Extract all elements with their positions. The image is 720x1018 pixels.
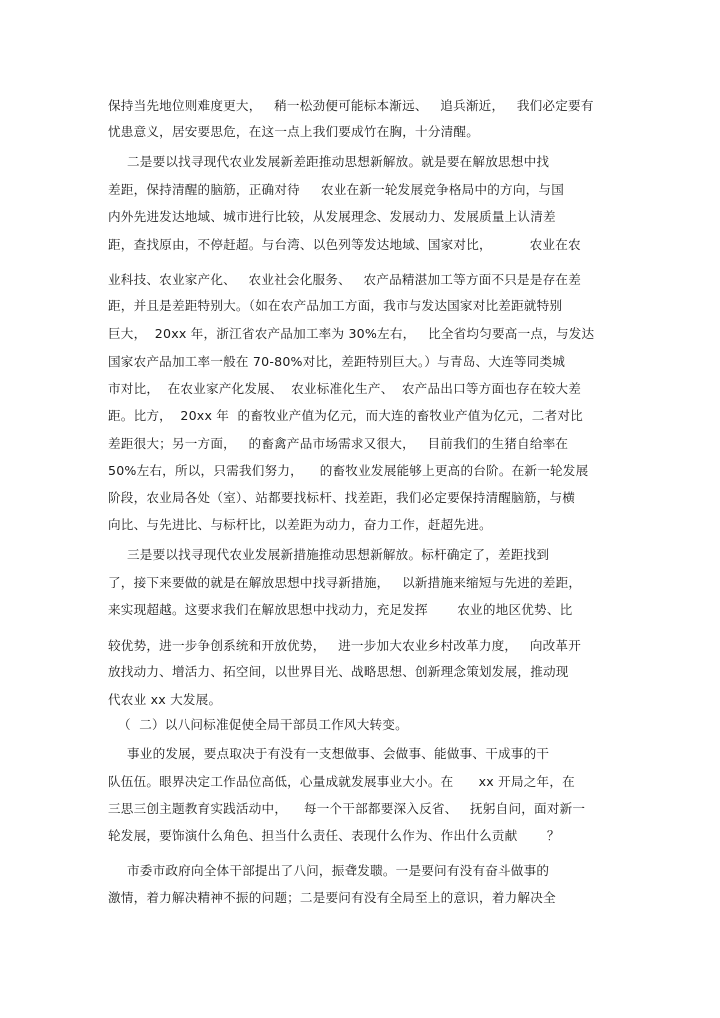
text-line: 差距很大；另一方面， 的畜禽产品市场需求又很大， 目前我们的生猪自给率在 (108, 436, 569, 451)
text-line: 了，接下来要做的就是在解放思想中找寻新措施， 以新措施来缩短与先进的差距， (108, 575, 582, 590)
text-line: 业科技、农业家产化、 农业社会化服务、 农产品精湛加工等方面不只是是存在差 (108, 272, 582, 287)
text-line: 距。比方， 20xx 年 的畜牧业产值为亿元，而大连的畜牧业产值为亿元，二者对比 (108, 408, 583, 423)
text-line: 保持当先地位则难度更大， 稍一松劲便可能标本渐远、 追兵渐近， 我们必定要有 (108, 98, 594, 113)
text-line: 差距，保持清醒的脑筋，正确对待 农业在新一轮发展竞争格局中的方向，与国 (108, 182, 565, 197)
text-line: 放找动力、增活力、拓空间，以世界目光、战略思想、创新理念策划发展，推动现 (108, 664, 569, 679)
text-line: 事业的发展，要点取决于有没有一支想做事、会做事、能做事、干成事的干 (127, 746, 550, 761)
text-line: 距，查找原由，不停赶超。与台湾、以色列等发达地域、国家对比， 农业在农 (108, 237, 581, 252)
text-line: 国家农产品加工率一般在 70-80%对比，差距特别巨大。）与青岛、大连等同类城 (108, 354, 566, 369)
text-line: 距，并且是差距特别大。（如在农产品加工方面，我市与发达国家对比差距就特别 (108, 298, 563, 313)
text-line: 来实现超越。这要求我们在解放思想中找动力，充足发挥 农业的地区优势、比 (108, 602, 573, 617)
text-line: 激情，着力解决精神不振的问题；二是要问有没有全局至上的意识，着力解决全 (108, 890, 556, 905)
text-line: 市对比， 在农业家产化发展、 农业标准化生产、 农产品出口等方面也存在较大差 (108, 381, 582, 396)
text-line: 代农业 xx 大发展。 (108, 692, 222, 707)
text-line: 50%左右，所以，只需我们努力， 的畜牧业发展能够上更高的台阶。在新一轮发展 (108, 463, 589, 478)
text-line: 内外先进发达地域、城市进行比较，从发展理念、发展动力、发展质量上认清差 (108, 209, 556, 224)
text-line: （ 二）以八问标准促使全局干部员工作风大转变。 (118, 717, 408, 732)
text-line: 二是要以找寻现代农业发展新差距推动思想新解放。就是要在解放思想中找 (127, 154, 550, 169)
text-line: 忧患意义，居安要思危，在这一点上我们要成竹在胸，十分清醒。 (108, 124, 480, 139)
text-line: 队伍伍。眼界决定工作品位高低，心量成就发展事业大小。在 xx 开局之年，在 (108, 774, 575, 789)
text-line: 较优势，进一步争创系统和开放优势， 进一步加大农业乡村改革力度， 向改革开 (108, 638, 582, 653)
text-line: 市委市政府向全体干部提出了八问，振聋发聩。一是要问有没有奋斗做事的 (127, 863, 550, 878)
text-line: 轮发展，要饰演什么角色、担当什么责任、表现什么作为、作出什么贡献 ？ (108, 828, 560, 843)
text-line: 三是要以找寻现代农业发展新措施推动思想新解放。标杆确定了，差距找到 (127, 547, 550, 562)
text-line: 阶段，农业局各处（室）、站都要找标杆、找差距，我们必定要保持清醒脑筋，与横 (108, 490, 576, 505)
text-line: 向比、与先进比、与标杆比，以差距为动力，奋力工作，赶超先进。 (108, 517, 492, 532)
text-line: 三思三创主题教育实践活动中， 每一个干部都要深入反省、 抚躬自问，面对新一 (108, 801, 586, 816)
text-line: 巨大， 20xx 年，浙江省农产品加工率为 30%左右， 比全省均匀要高一点，与发达 (108, 326, 595, 341)
